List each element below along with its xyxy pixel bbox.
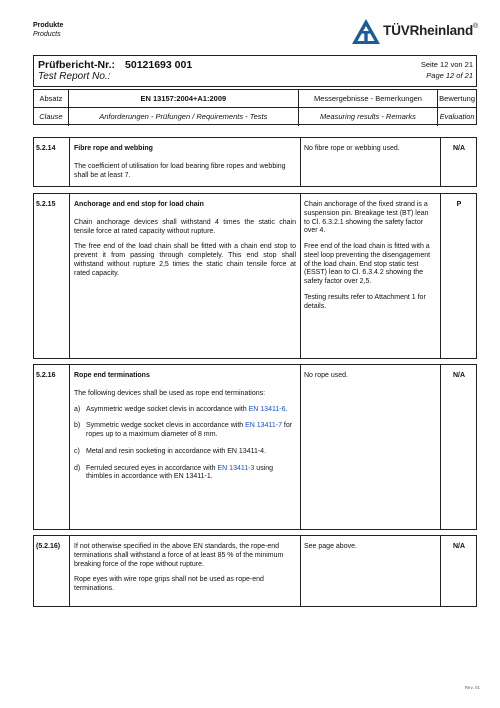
evaluation-value: N/A xyxy=(452,145,466,152)
col-clause-de: Absatz xyxy=(34,90,69,107)
tuv-logo xyxy=(351,18,478,45)
section-title: Fibre rope and webbing xyxy=(74,145,153,152)
section-5-2-16-continued xyxy=(33,535,477,607)
revision-label: Rev. 01 xyxy=(464,685,480,690)
paragraph: The following devices shall be used as rope end terminations: xyxy=(74,389,266,397)
result-text: No fibre rope or webbing used. xyxy=(304,145,400,152)
col-requirements-en: Anforderungen - Prüfungen / Requirements - Tests xyxy=(69,108,299,126)
col-evaluation-de: Bewertung xyxy=(439,93,476,103)
result-paragraph: Free end of the load chain is fitted with a steel loop preventing the disengagement of the load chain. End stop static test (ESST) lean to Cl. 6.3.4.2 showing the safety factor over 2,5. xyxy=(304,243,431,285)
evaluation-value: N/A xyxy=(452,543,466,550)
tuv-triangle-icon xyxy=(351,18,381,45)
paragraph: Chain anchorage devices shall withstand 4 times the static chain tensile force at rated capacity without rupture. xyxy=(74,218,296,235)
result-text: No rope used. xyxy=(304,372,348,379)
col-standard: EN 13157:2004+A1:2009 xyxy=(69,90,299,107)
col-results-en: Measuring results - Remarks xyxy=(299,108,438,126)
products-label-de: Produkte xyxy=(33,22,64,29)
standard-link[interactable]: EN 13411-6 xyxy=(248,405,286,413)
paragraph: Rope eyes with wire rope grips shall not be used as rope-end terminations. xyxy=(74,576,264,592)
list-item: d) Ferruled secured eyes in accordance with EN 13411-3 using thimbles in accordance with EN 13411-1. xyxy=(74,464,274,481)
clause-number: 5.2.16 xyxy=(36,372,56,379)
paragraph: The coefficient of utilisation for load bearing fibre ropes and webbing shall be at least 7. xyxy=(74,162,286,179)
section-5-2-14 xyxy=(33,137,477,187)
section-title: Anchorage and end stop for load chain xyxy=(74,201,204,208)
list-item: a) Asymmetric wedge socket clevis in accordance with EN 13411-6. xyxy=(74,405,288,413)
page-number-en: Page 12 of 21 xyxy=(426,71,473,80)
column-header-de xyxy=(34,90,476,108)
standard-link[interactable]: EN 13411-3 xyxy=(217,464,255,472)
result-paragraph: Testing results refer to Attachment 1 for details. xyxy=(304,293,426,310)
requirement-text xyxy=(74,543,296,601)
list-item: b) Symmetric wedge socket clevis in accordance with EN 13411-7 for ropes up to a maximum diameter of 8 mm. xyxy=(74,422,293,438)
top-bar xyxy=(33,22,478,52)
report-number: 50121693 001 xyxy=(125,59,193,71)
column-header-en xyxy=(34,108,476,126)
paragraph: The free end of the load chain shall be fitted with a chain end stop to prevent it from passing through completely. This end stop shall withstand without rupture 2,5 times the static chain tensile force at rated capacity. xyxy=(74,243,296,277)
section-5-2-15 xyxy=(33,193,477,359)
standard-link[interactable]: EN 13411-7 xyxy=(245,422,282,430)
clause-number: 5.2.15 xyxy=(36,201,56,208)
products-label-en: Products xyxy=(33,31,61,38)
clause-number: (5.2.16) xyxy=(36,543,61,550)
list-item: c) Metal and resin socketing in accordance with EN 13411-4. xyxy=(74,447,267,455)
brand-name: TÜVRheinland® xyxy=(383,23,478,39)
section-title: Rope end terminations xyxy=(74,372,150,379)
evaluation-value: N/A xyxy=(452,372,466,379)
column-header xyxy=(33,89,477,125)
result-text: See page above. xyxy=(304,543,357,550)
requirement-text xyxy=(74,372,296,490)
report-header xyxy=(33,55,477,87)
evaluation-value: P xyxy=(456,201,462,208)
requirement-text xyxy=(74,201,296,285)
clause-number: 5.2.14 xyxy=(36,145,56,152)
page-number-de: Seite 12 von 21 xyxy=(420,60,473,69)
report-label-de: Prüfbericht-Nr.: xyxy=(38,59,116,71)
section-5-2-16 xyxy=(33,364,477,530)
requirement-text xyxy=(74,145,296,187)
col-results-de: Messergebnisse - Bemerkungen xyxy=(299,90,438,107)
result-paragraph: Chain anchorage of the fixed strand is a suspension pin. Breakage test (BT) lean to Cl. 6.3.2.1 showing the safety factor over 4. xyxy=(304,201,429,235)
result-text xyxy=(304,201,436,318)
report-label-en: Test Report No.: xyxy=(38,71,111,82)
col-clause-en: Clause xyxy=(34,108,69,126)
paragraph: If not otherwise specified in the above EN standards, the rope-end terminations shall withstand a force of at least 85 % of the minimum breaking force of the rope without rupture. xyxy=(74,543,284,568)
col-evaluation-en: Evaluation xyxy=(439,112,475,122)
